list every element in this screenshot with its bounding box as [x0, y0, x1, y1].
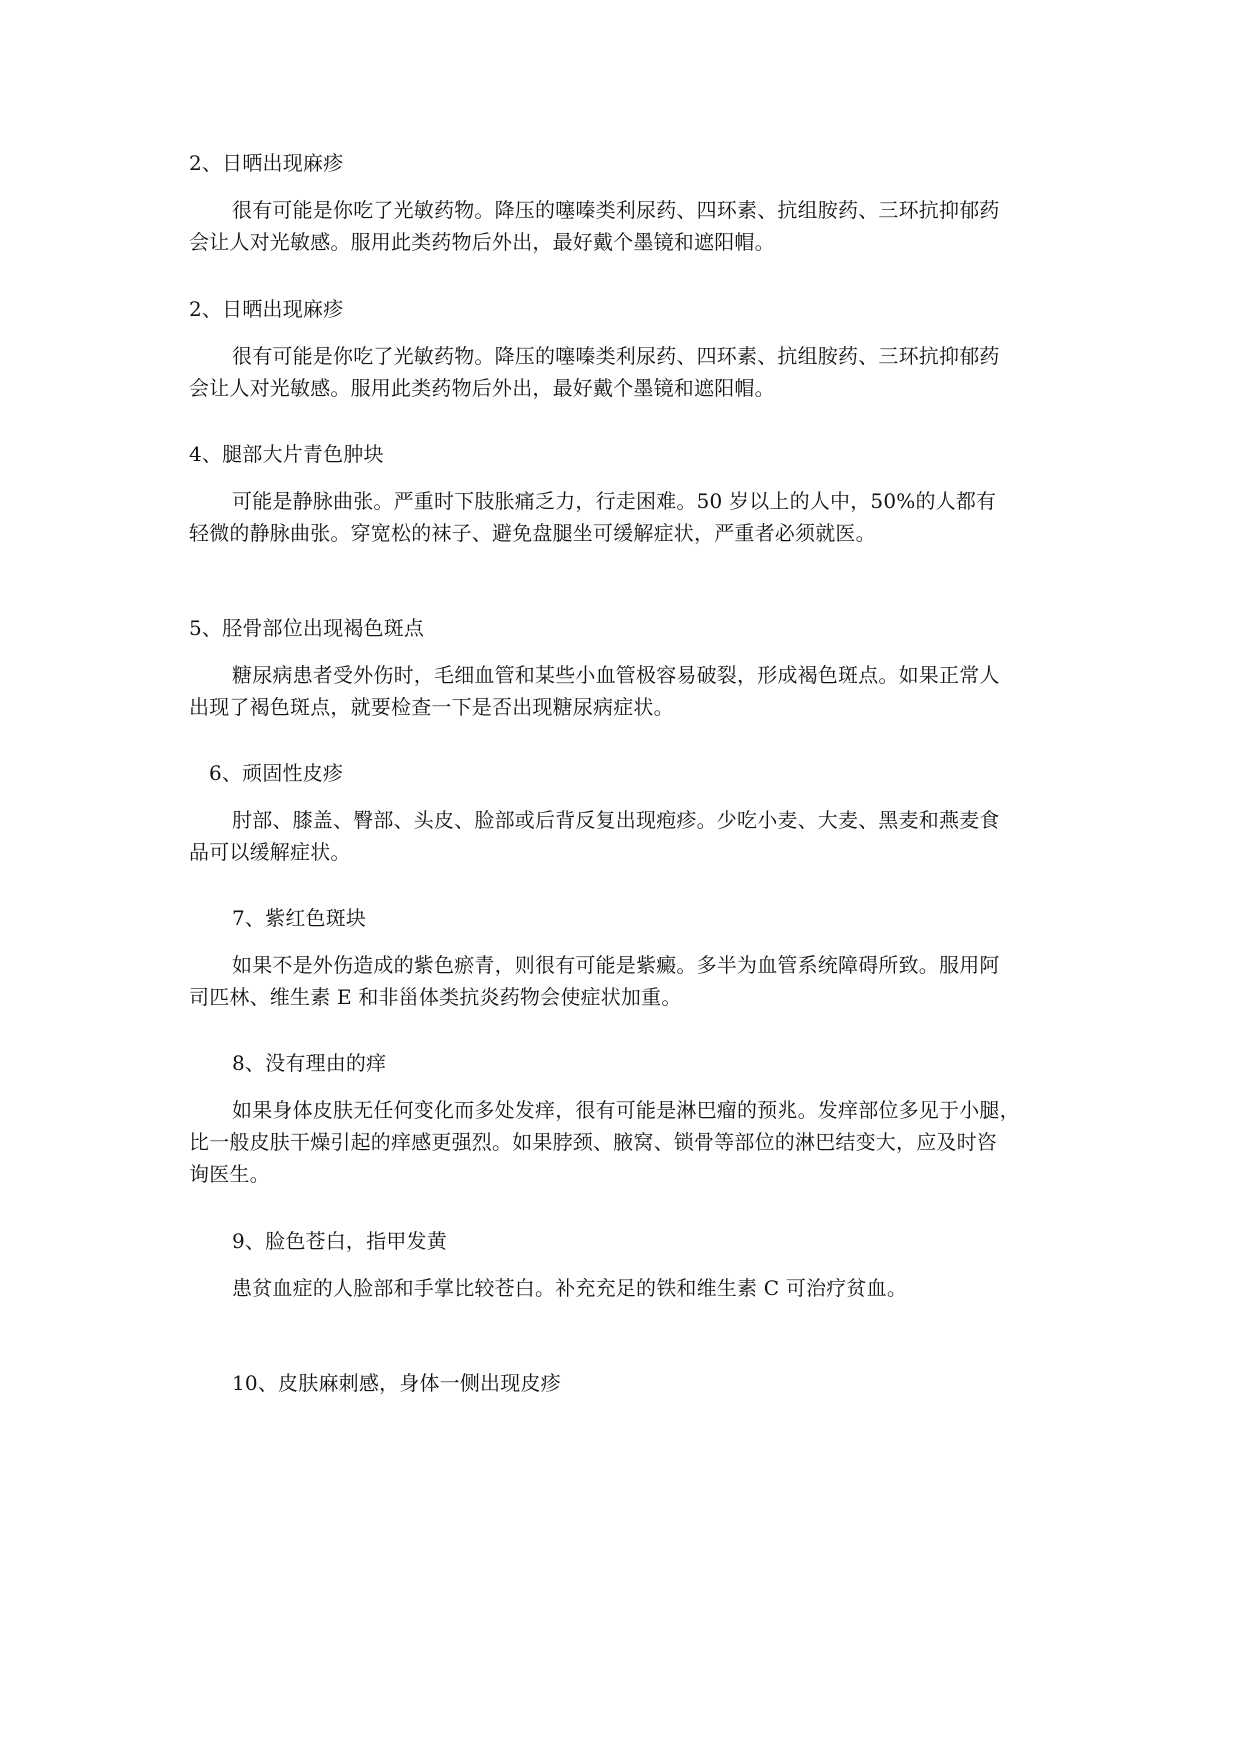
paragraph-line: 轻微的静脉曲张。穿宽松的袜子、避免盘腿坐可缓解症状，严重者必须就医。 — [189, 521, 876, 545]
section-heading: 7、紫红色斑块 — [232, 906, 367, 930]
paragraph-line: 如果不是外伤造成的紫色瘀青，则很有可能是紫癜。多半为血管系统障碍所致。服用阿 — [232, 953, 1000, 977]
paragraph-line: 品可以缓解症状。 — [189, 840, 351, 864]
paragraph-line: 患贫血症的人脸部和手掌比较苍白。补充充足的铁和维生素 C 可治疗贫血。 — [232, 1276, 908, 1300]
paragraph-line: 比一般皮肤干燥引起的痒感更强烈。如果脖颈、腋窝、锁骨等部位的淋巴结变大，应及时咨 — [189, 1130, 997, 1154]
section-heading: 4、腿部大片青色肿块 — [189, 442, 384, 466]
paragraph-line: 会让人对光敏感。服用此类药物后外出，最好戴个墨镜和遮阳帽。 — [189, 376, 775, 400]
section-heading: 9、脸色苍白，指甲发黄 — [232, 1229, 447, 1253]
section-heading: 2、日晒出现麻疹 — [189, 297, 344, 321]
paragraph-line: 很有可能是你吃了光敏药物。降压的噻嗪类利尿药、四环素、抗组胺药、三环抗抑郁药 — [232, 198, 1000, 222]
section-heading: 2、日晒出现麻疹 — [189, 151, 344, 175]
paragraph-line: 询医生。 — [189, 1162, 270, 1186]
section-heading: 5、胫骨部位出现褐色斑点 — [189, 616, 425, 640]
paragraph-line: 可能是静脉曲张。严重时下肢胀痛乏力，行走困难。50 岁以上的人中，50%的人都有 — [232, 489, 997, 513]
paragraph-line: 司匹林、维生素 E 和非甾体类抗炎药物会使症状加重。 — [189, 985, 682, 1009]
paragraph-line: 肘部、膝盖、臀部、头皮、脸部或后背反复出现疱疹。少吃小麦、大麦、黑麦和燕麦食 — [232, 808, 1000, 832]
paragraph-line: 出现了褐色斑点，就要检查一下是否出现糖尿病症状。 — [189, 695, 674, 719]
paragraph-line: 糖尿病患者受外伤时，毛细血管和某些小血管极容易破裂，形成褐色斑点。如果正常人 — [232, 663, 1000, 687]
paragraph-line: 如果身体皮肤无任何变化而多处发痒，很有可能是淋巴瘤的预兆。发痒部位多见于小腿， — [232, 1098, 1020, 1122]
section-heading: 10、皮肤麻刺感，身体一侧出现皮疹 — [232, 1371, 561, 1395]
paragraph-line: 很有可能是你吃了光敏药物。降压的噻嗪类利尿药、四环素、抗组胺药、三环抗抑郁药 — [232, 344, 1000, 368]
paragraph-line: 会让人对光敏感。服用此类药物后外出，最好戴个墨镜和遮阳帽。 — [189, 230, 775, 254]
section-heading: 8、没有理由的痒 — [232, 1051, 387, 1075]
section-heading: 6、顽固性皮疹 — [209, 761, 344, 785]
